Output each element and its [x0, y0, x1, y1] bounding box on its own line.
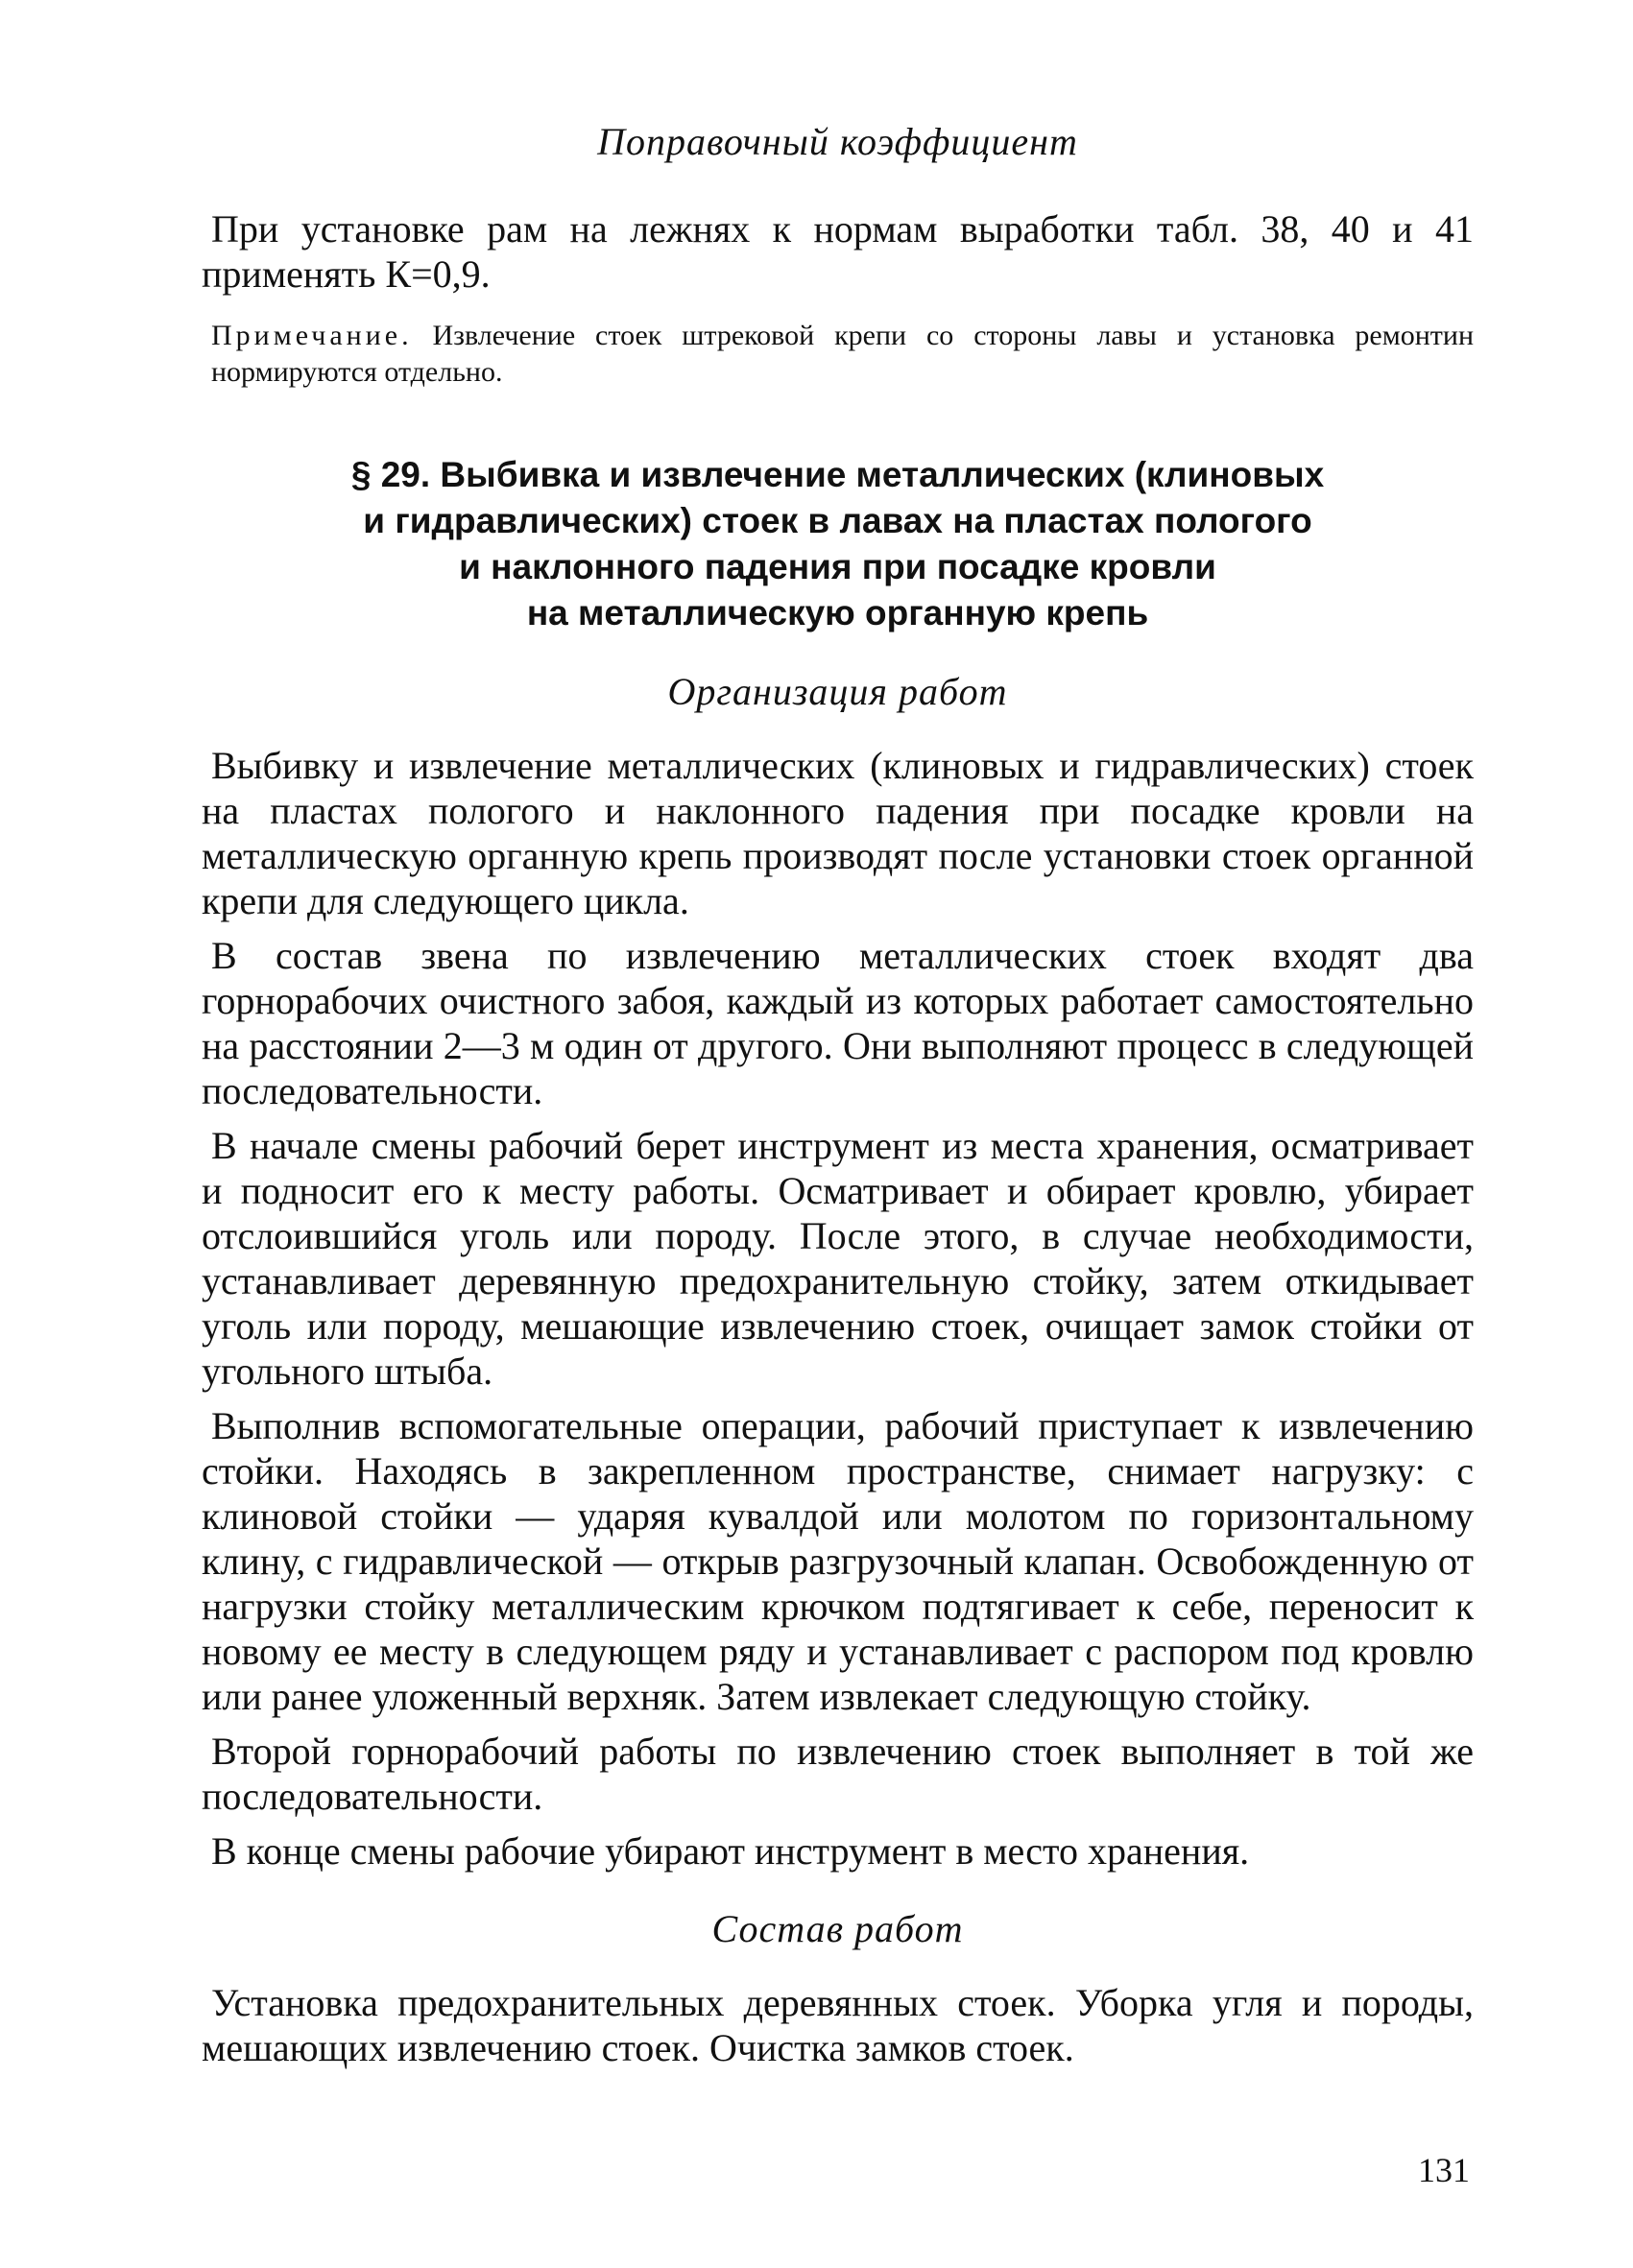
paragraph: В конце смены рабочие убирают инструмент в место хранения.	[211, 1829, 1250, 1873]
correction-note	[202, 318, 1474, 391]
section-title-line: и гидравлических) стоек в лавах на пластах пологого	[363, 501, 1312, 540]
section-title	[202, 452, 1474, 636]
organization-heading: Организация работ	[667, 670, 1008, 713]
correction-heading: Поправочный коэффициент	[597, 120, 1078, 163]
organization-text	[202, 743, 1474, 1874]
paragraph: Выбивку и извлечение металлических (клиновых и гидравлических) стоек на пластах пологого и наклонного падения при посадке кровли на металлическую органную крепь производят после установки стоек органной крепи для следующего цикла.	[202, 744, 1474, 922]
paragraph: В состав звена по извлечению металлических стоек входят два горнорабочих очистного забоя, каждый из которых работает самостоятельно на расстоянии 2—3 м один от другого. Они выполняют процесс в следующей последовательности.	[202, 934, 1474, 1112]
section-title-line: § 29. Выбивка и извлечение металлических (клиновых	[350, 455, 1325, 494]
section-title-line: на металлическую органную крепь	[526, 593, 1149, 633]
paragraph: Выполнив вспомогательные операции, рабочий приступает к извлечению стойки. Находясь в закрепленном пространстве, снимает нагрузку: с клиновой стойки — ударяя кувалдой или молотом по горизонтальному клину, с гидравлической — открыв разгрузочный клапан. Освобожденную от нагрузки стойку металлическим крючком подтягивает к себе, переносит к новому ее месту в следующем ряду и устанавливает с распором под кровлю или ранее уложенный верхняк. Затем извлекает следующую стойку.	[202, 1404, 1474, 1718]
correction-text: При установке рам на лежнях к нормам выработки табл. 38, 40 и 41 применять К=0,9.	[202, 207, 1474, 296]
note-text: Извлечение стоек штрековой крепи со стороны лавы и установка ремонтин нормируются отдельно.	[211, 320, 1475, 388]
composition-text: Установка предохранительных деревянных стоек. Уборка угля и породы, мешающих извлечению стоек. Очистка замков стоек.	[202, 1981, 1474, 2069]
paragraph: В начале смены рабочий берет инструмент из места хранения, осматривает и подносит его к месту работы. Осматривает и обирает кровлю, убирает отслоившийся уголь или породу. После этого, в случае необходимости, устанавливает деревянную предохранительную стойку, затем откидывает уголь или породу, мешающие извлечению стоек, очищает замок стойки от угольного штыба.	[202, 1124, 1474, 1393]
composition-heading: Состав работ	[711, 1907, 964, 1950]
note-label: Примечание.	[211, 320, 413, 351]
paragraph: Второй горнорабочий работы по извлечению стоек выполняет в той же последовательности.	[202, 1730, 1474, 1818]
section-title-line: и наклонного падения при посадке кровли	[459, 547, 1216, 586]
page-number: 131	[1418, 2151, 1470, 2189]
page-content	[202, 106, 1474, 2070]
